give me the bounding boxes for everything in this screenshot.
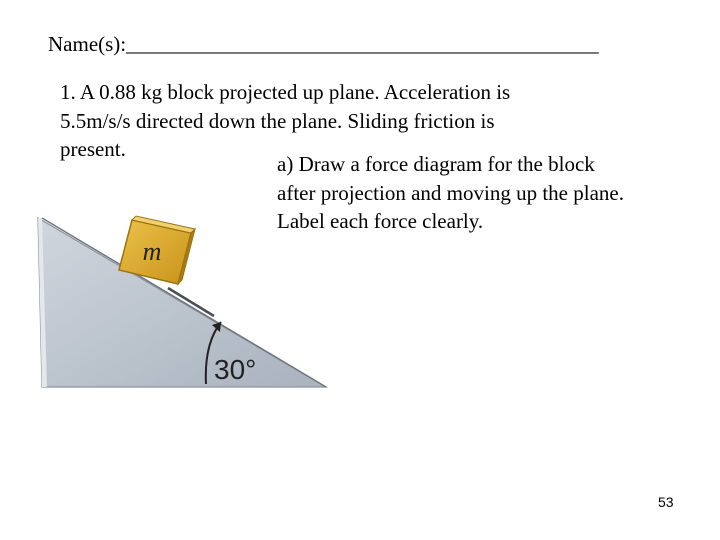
part-a-line-2: after projection and moving up the plane. — [277, 181, 624, 205]
problem-line-1: 1. A 0.88 kg block projected up plane. Acceleration is — [60, 80, 511, 104]
angle-label: 30° — [214, 354, 257, 385]
incline-figure — [34, 204, 334, 389]
problem-line-3: present. — [60, 137, 126, 161]
name-line: Name(s):_____________________________________________ — [48, 32, 599, 56]
problem-line-2: 5.5m/s/s directed down the plane. Sliding friction is — [60, 109, 495, 133]
part-a-line-3: Label each force clearly. — [277, 209, 484, 233]
page-number: 53 — [658, 494, 674, 510]
part-a-line-1: a) Draw a force diagram for the block — [277, 152, 595, 176]
block-label: m — [142, 237, 162, 266]
